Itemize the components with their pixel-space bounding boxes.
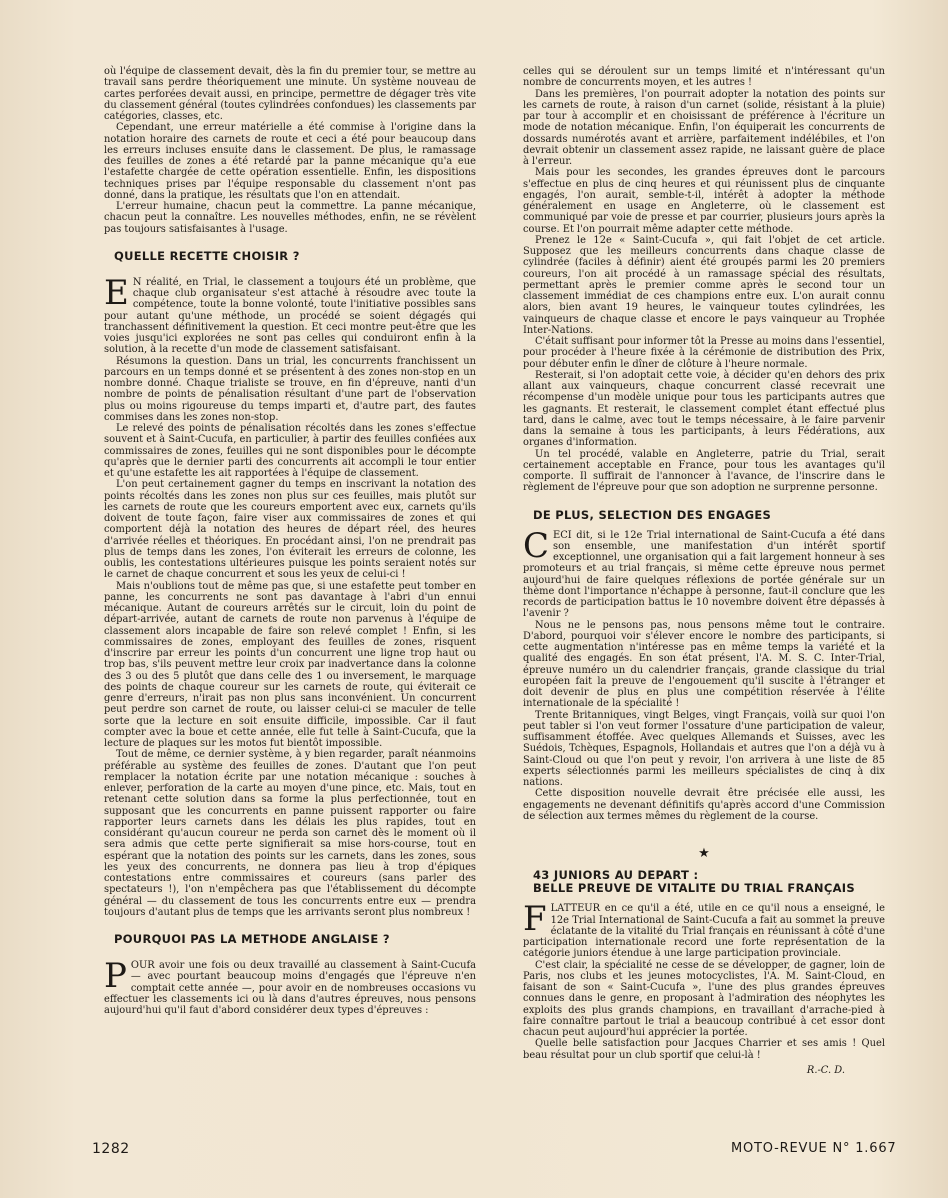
paragraph: Cependant, une erreur matérielle a été commise à l'origine dans la notation horaire des carnets de route et ceci a été pour beaucoup dans les erreurs incluses ensuite dans le classement. De plus, le ramassage des feuilles de zones a été retardé par la panne mécanique qu'a eue l'estafette chargée de cette opération essentielle. Enfin, les dispositions techniques prises par l'équipe responsable du classement n'ont pas donné, dans la pratique, les résultats que l'on en attendait. xyxy=(104,122,476,201)
paragraph: Dans les premières, l'on pourrait adopter la notation des points sur les carnets de route, à raison d'un carnet (solide, résistant à la pluie) par tour à accomplir et en choisissant de préférence à l'écriture un mode de notation mécanique. Enfin, l'on équiperait les concurrents de dossards numérotés avant et arrière, parfaitement indélébiles, et l'on devrait obtenir un classement assez rapide, ne laissant guère de place à l'erreur. xyxy=(523,88,885,167)
paragraph: Un tel procédé, valable en Angleterre, patrie du Trial, serait certainement acceptable en France, pour tous les avantages qu'il comporte. Il suffirait de l'annoncer à l'avance, de l'inscrire dans le règlement de l'épreuve pour que son adoption ne surprenne personne. xyxy=(523,448,885,494)
issue-number: N° 1.667 xyxy=(832,1141,897,1156)
star-separator-icon: ★ xyxy=(698,846,710,861)
section-heading-recette: QUELLE RECETTE CHOISIR ? xyxy=(114,248,300,263)
section-heading-methode-anglaise: POURQUOI PAS LA METHODE ANGLAISE ? xyxy=(114,932,390,946)
lead-text: LATTEUR en ce qu'il a été, utile en ce qu'il nous a enseigné, le 12e Trial International de Saint-Cucufa a fait au sommet la preuve éclatante de la vitalité du Trial français en réunissant à côté d'une participation internationale record une forte représentation de la catégorie juniors étendue à une large participation provinciale. xyxy=(523,903,885,960)
right-column xyxy=(523,66,885,1076)
lead-paragraph xyxy=(523,899,885,960)
paragraph: Mais n'oublions tout de même pas que, si une estafette peut tomber en panne, les concurrents ne sont pas davantage à l'abri d'un ennui mécanique. Autant de coureurs arrêtés sur le circuit, loin du point de départ-arrivée, autant de carnets de route non parvenus à l'équipe de classement alors incapable de faire son relevé complet ! Enfin, si les commissaires de zones, employant des feuilles de zones, risquent d'inscrire par erreur les points d'un concurrent une ligne trop haut ou trop bas, s'ils peuvent mettre leur croix par inadvertance dans la colonne des 3 ou des 5 plutôt que dans celle des 1 ou inversement, le marquage des points de chaque coureur sur les carnets de route, qui éviterait ce genre d'erreurs, n'irait pas non plus sans inconvénient. Un concurrent peut perdre son carnet de route, ou laisser celui-ci se maculer de telle sorte que la lecture en soit ensuite difficile, impossible. Car il faut compter avec la boue et cette année, elle fut telle à Saint-Cucufa, que la lecture de plaques sur les motos fut bientôt impossible. xyxy=(104,580,476,749)
magazine-name: MOTO-REVUE xyxy=(731,1141,828,1156)
paragraph: L'on peut certainement gagner du temps en inscrivant la notation des points récoltés dans les zones non plus sur ces feuilles, mais plutôt sur les carnets de route que les coureurs emportent avec eux, carnets qu'ils doivent de toute façon, faire viser aux commissaires de zones et qui comportent déjà la notation des heures de départ réel, des heures d'arrivée réelles et théoriques. En procédant ainsi, l'on ne prendrait pas plus de temps dans les zones, l'on éviterait les erreurs de colonne, les oublis, les contestations ultérieures puisque les points seraient notés sur le carnet de chaque concurrent et sous les yeux de celui-ci ! xyxy=(104,479,476,581)
section-heading-selection: DE PLUS, SELECTION DES ENGAGES xyxy=(533,507,772,522)
magazine-footer xyxy=(731,1141,896,1156)
drop-cap: E xyxy=(104,272,129,313)
paragraph: Résumons la question. Dans un trial, les concurrents franchissent un parcours en un temps donné et se présentent à des zones non-stop en un nombre donné. Chaque trialiste se trouve, en fin d'épreuve, nanti d'un nombre de points de pénalisation résultant d'une part de l'observation plus ou moins rigoureuse du temps imparti et, d'autre part, des fautes commises dans les zones non-stop. xyxy=(104,355,476,423)
paragraph: Quelle belle satisfaction pour Jacques Charrier et ses amis ! Quel beau résultat pour un club sportif que celui-là ! xyxy=(523,1038,885,1061)
lead-paragraph xyxy=(104,272,476,356)
paragraph: Resterait, si l'on adoptait cette voie, à décider qu'en dehors des prix allant aux vainqueurs, chaque concurrent classé recevrait une récompense d'un modèle unique pour tous les participants autres que les gagnants. Et resterait, le classement complet étant effectué plus tard, dans le calme, avec tout le temps nécessaire, à le faire parvenir dans la semaine à tous les participants, à leurs Fédérations, aux organes d'information. xyxy=(523,369,885,449)
paragraph: Prenez le 12e « Saint-Cucufa », qui fait l'objet de cet article. Supposez que les meilleurs concurrents dans chaque classe de cylindrée (faciles à définir) aient été groupés parmi les 20 premiers coureurs, l'on ait procédé à un ramassage spécial des résultats, permettant après le premier comme après le second tour un classement immédiat de ces champions entre eux. L'on aurait connu alors, bien avant 19 heures, le vainqueur toutes cylindrées, les vainqueurs de chaque classe et encore le pays vainqueur au Trophée Inter-Nations. xyxy=(523,234,885,336)
left-column xyxy=(104,66,476,1016)
paragraph: C'était suffisant pour informer tôt la Presse au moins dans l'essentiel, pour procéder à l'heure fixée à la cérémonie de distribution des Prix, pour débuter enfin le dîner de clôture à l'heure normale. xyxy=(523,336,885,370)
paragraph: Le relevé des points de pénalisation récoltés dans les zones s'effectue souvent et à Saint-Cucufa, en particulier, à partir des feuilles confiées aux commissaires de zones, feuilles qui ne sont disponibles pour le décompte qu'après que le dernier parti des concurrents ait accompli le tour entier et qu'une estafette les ait rapportées à l'équipe de classement. xyxy=(104,423,476,479)
paragraph: Trente Britanniques, vingt Belges, vingt Français, voilà sur quoi l'on peut tabler si l'on veut former l'ossature d'une participation de valeur, suffisamment étoffée. Avec quelques Allemands et Suisses, avec les Suédois, Tchèques, Espagnols, Hollandais et autres que l'on a déjà vu à Saint-Cloud ou que l'on peut y revoir, l'on arrivera à une liste de 85 experts sélectionnés parmi les meilleurs spécialistes de cinq à dix nations. xyxy=(523,709,885,788)
drop-cap: C xyxy=(523,525,550,566)
section-subheading-vitalite: BELLE PREUVE DE VITALITE DU TRIAL FRANÇAIS xyxy=(533,881,855,896)
lead-paragraph xyxy=(104,956,476,1016)
paragraph: Mais pour les secondes, les grandes épreuves dont le parcours s'effectue en plus de cinq heures et qui réunissent plus de cinquante engagés, l'on aurait, semble-t-il, intérêt à adopter la méthode généralement en usage en Angleterre, où le classement est communiqué par voie de presse et par courrier, plusieurs jours après la course. Et l'on pourrait même adapter cette méthode. xyxy=(523,167,885,235)
paragraph: C'est clair, la spécialité ne cesse de se développer, de gagner, loin de Paris, nos clubs et les jeunes motocyclistes, l'A. M. Saint-Cloud, en faisant de son « Saint-Cucufa », l'une des plus grandes épreuves connues dans le genre, en proposant à l'admiration des néophytes les exploits des plus grands champions, en travaillant d'arrache-pied à faire connaître partout le trial a beaucoup contribué à cet essor dont chacun peut aujourd'hui apprécier la portée. xyxy=(523,959,885,1038)
drop-cap: F xyxy=(523,899,547,940)
lead-paragraph xyxy=(523,525,885,620)
author-signature: R.-C. D. xyxy=(806,1064,845,1076)
lead-text: OUR avoir une fois ou deux travaillé au classement à Saint-Cucufa — avec pourtant beaucoup moins d'engagés que l'épreuve n'en comptait cette année —, pour avoir en de nombreuses occasions vu effectuer les classements ici ou là dans d'autres épreuves, nous pensons aujourd'hui qu'il faut d'abord considérer deux types d'épreuves : xyxy=(104,960,476,1016)
paragraph: Tout de même, ce dernier système, à y bien regarder, paraît néanmoins préférable au système des feuilles de zones. D'autant que l'on peut remplacer la notation écrite par une notation mécanique : souches à enlever, perforation de la carte au moyen d'une pince, etc. Mais, tout en retenant cette solution dans sa forme la plus perfectionnée, tout en supposant que les concurrents en panne puissent rapporter ou faire rapporter leurs carnets dans les délais les plus rapides, tout en considérant qu'aucun coureur ne perda son carnet dès le moment où il sera admis que cette perte signifierait sa mise hors-course, tout en espérant que la notation des points sur les carnets, dans les zones, sous les yeux des concurrents, ne donnera pas lieu à trop d'épiques contestations entre commissaires et coureurs (sans parler des spectateurs !), l'on n'empêchera pas que l'établissement du décompte général — du classement de tous les concurrents entre eux — prendra toujours d'autant plus de temps que les arrivants seront plus nombreux ! xyxy=(104,749,476,918)
paragraph: où l'équipe de classement devait, dès la fin du premier tour, se mettre au travail sans perdre théoriquement une minute. Un système nouveau de cartes perforées devait aussi, en principe, permettre de dégager très vite du classement général (toutes cylindrées confondues) les classements par catégories, classes, etc. xyxy=(104,66,477,122)
lead-text: ECI dit, si le 12e Trial international de Saint-Cucufa a été dans son ensemble, une manifestation d'un intérêt sportif exceptionnel, une organisation qui a fait largement honneur à ses promoteurs et au trial français, si même cette épreuve nous permet aujourd'hui de faire quelques réflexions de portée générale sur un thème dont l'importance n'échappe à personne, faut-il conclure que les records de participation battus le 10 novembre doivent être dépassés à l'avenir ? xyxy=(523,529,885,620)
paragraph: Cette disposition nouvelle devrait être précisée elle aussi, les engagements ne devenant définitifs qu'après accord d'une Commission de sélection aux termes mêmes du règlement de la course. xyxy=(523,788,885,822)
page-number: 1282 xyxy=(92,1141,130,1157)
lead-text: N réalité, en Trial, le classement a toujours été un problème, que chaque club organisateur s'est attaché à résoudre avec toute la compétence, toute la bonne volonté, toute l'initiative possibles sans pour autant qu'une méthode, un procédé se soient dégagés qui tranchassent définitivement la question. Et ceci montre peut-être que les voies jusqu'ici explorées ne sont pas celles qui conduiront enfin à la solution, à la recette d'un mode de classement satisfaisant. xyxy=(104,276,476,356)
section-heading-juniors: 43 JUNIORS AU DEPART : xyxy=(533,868,699,883)
paragraph: Nous ne le pensons pas, nous pensons même tout le contraire. D'abord, pourquoi voir s'élever encore le nombre des participants, si cette augmentation n'intéresse pas en même temps la variété et la qualité des engagés. En son état présent, l'A. M. S. C. Inter-Trial, épreuve numéro un du calendrier français, grande classique du trial européen fait la preuve de l'engouement qu'il suscite à l'étranger et doit devenir de plus en plus une compétition réservée à l'élite internationale de la spécialité ! xyxy=(523,619,885,710)
paragraph: L'erreur humaine, chacun peut la commettre. La panne mécanique, chacun peut la connaître. Les nouvelles méthodes, enfin, ne se révèlent pas toujours satisfaisantes à l'usage. xyxy=(104,201,476,235)
paragraph: celles qui se déroulent sur un temps limité et n'intéressant qu'un nombre de concurrents moyen, et les autres ! xyxy=(523,66,885,89)
drop-cap: P xyxy=(104,956,127,996)
